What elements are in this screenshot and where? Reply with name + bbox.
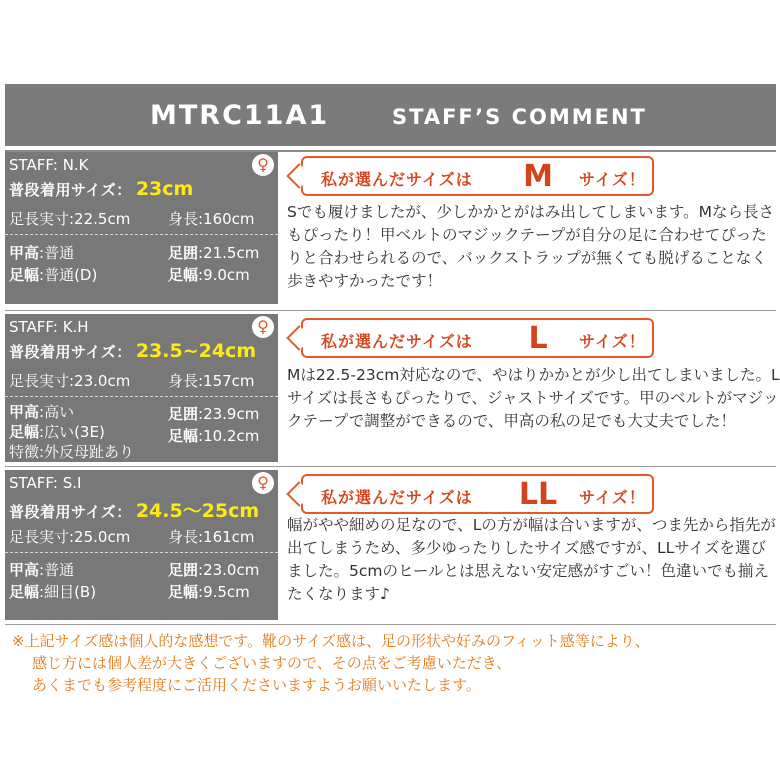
usual-size-label: 普段着用サイズ： — [9, 343, 132, 361]
staff-panel — [5, 152, 278, 304]
fwidth-key: 足幅 — [168, 427, 199, 445]
foot-girth — [168, 403, 259, 424]
fwidth-key: 足幅 — [168, 266, 199, 284]
usual-size-label: 普段着用サイズ： — [9, 503, 132, 521]
girth-key: 足囲 — [168, 561, 199, 579]
badge-suffix: サイズ！ — [579, 170, 646, 189]
staff-name: STAFF: K.H — [9, 318, 89, 336]
instep-value: :普通 — [39, 561, 75, 579]
foot-feature: 特徴:外反母趾あり — [9, 443, 135, 461]
staff-row-2 — [5, 314, 780, 464]
divider — [5, 624, 776, 625]
width-key: 足幅 — [9, 423, 40, 441]
speech-arrow — [286, 163, 311, 188]
chosen-size: LL — [518, 477, 558, 512]
chosen-size-badge — [301, 156, 654, 196]
girth-value: :23.9cm — [198, 405, 260, 423]
speech-arrow — [286, 325, 311, 350]
instep — [9, 242, 74, 263]
foot-width — [168, 264, 250, 285]
disclaimer-note — [12, 630, 776, 696]
fwidth-value: :9.5cm — [198, 583, 250, 601]
female-icon: ♀ — [252, 154, 274, 176]
note-line-1: ※上記サイズ感は個人的な感想です。靴のサイズ感は、足の形状や好みのフィット感等により、 — [12, 632, 650, 650]
instep-key: 甲高 — [9, 244, 40, 262]
usual-size — [9, 496, 259, 523]
foot-width — [168, 581, 250, 602]
staff-panel — [5, 314, 278, 462]
foot-width-grade — [9, 581, 96, 602]
staff-comment: Sでも履けましたが、少しかかとがはみ出してしまいます。Mなら長さもぴったり！甲ベルトのマジックテープが自分の足に合わせてぴったりと合わせられるので、バックストラップが無くても脱げることなく歩きやすかったです！ — [287, 203, 774, 290]
chosen-size-badge — [301, 474, 654, 514]
usual-size-value: 24.5～25cm — [135, 500, 260, 522]
staff-row-3 — [5, 470, 776, 622]
badge-prefix: 私が選んだサイズは — [321, 170, 473, 189]
female-icon: ♀ — [252, 472, 274, 494]
model-number: MTRC11A1 — [150, 100, 330, 131]
dashed-divider — [5, 396, 278, 397]
height: 身長:160cm — [168, 210, 255, 228]
dashed-divider — [5, 552, 278, 553]
foot-width-grade — [9, 421, 105, 442]
badge-suffix: サイズ！ — [579, 332, 646, 351]
chosen-size-badge — [301, 318, 654, 358]
usual-size-value: 23cm — [135, 178, 194, 200]
staff-comment: 幅がやや細めの足なので、Lの方が幅は合いますが、つま先から指先が出てしまうため、多少ゆったりしたサイズ感ですが、LLサイズを選びました。5cmのヒールとは思えない安定感がすごい！色違いでも揃えたくなります♪ — [287, 516, 776, 603]
fwidth-key: 足幅 — [168, 583, 199, 601]
female-icon: ♀ — [252, 316, 274, 338]
instep-key: 甲高 — [9, 561, 40, 579]
badge-suffix: サイズ！ — [579, 488, 646, 507]
foot-width-grade — [9, 264, 97, 285]
height: 身長:157cm — [168, 372, 255, 390]
usual-size-label: 普段着用サイズ： — [9, 181, 132, 199]
foot-length: 足長実寸:22.5cm — [9, 210, 131, 228]
width-value: :普通(D) — [39, 266, 98, 284]
foot-length: 足長実寸:23.0cm — [9, 372, 131, 390]
speech-arrow — [286, 481, 311, 506]
note-line-2: 感じ方には個人差が大きくございますので、その点をご考慮いただき、 — [32, 654, 512, 672]
badge-prefix: 私が選んだサイズは — [321, 488, 473, 507]
foot-girth — [168, 242, 259, 263]
usual-size — [9, 340, 256, 362]
usual-size-value: 23.5~24cm — [135, 340, 257, 362]
foot-girth — [168, 559, 259, 580]
badge-prefix: 私が選んだサイズは — [321, 332, 473, 351]
instep — [9, 559, 74, 580]
foot-length: 足長実寸:25.0cm — [9, 528, 131, 546]
girth-value: :23.0cm — [198, 561, 260, 579]
staff-name: STAFF: N.K — [9, 156, 89, 174]
header-title: STAFF’S COMMENT — [392, 105, 647, 129]
row-divider — [5, 466, 776, 467]
row-divider — [5, 310, 776, 311]
dashed-divider — [5, 234, 278, 235]
instep-value: :高い — [39, 403, 75, 421]
fwidth-value: :10.2cm — [198, 427, 260, 445]
instep-value: :普通 — [39, 244, 75, 262]
usual-size — [9, 178, 193, 200]
instep — [9, 401, 74, 422]
width-value: :広い(3E) — [39, 423, 105, 441]
staff-panel — [5, 470, 278, 620]
note-line-3: あくまでも参考程度にご活用くださいますようお願いいたします。 — [32, 676, 481, 694]
girth-key: 足囲 — [168, 405, 199, 423]
girth-key: 足囲 — [168, 244, 199, 262]
foot-width — [168, 425, 259, 446]
fwidth-value: :9.0cm — [198, 266, 250, 284]
width-key: 足幅 — [9, 266, 40, 284]
instep-key: 甲高 — [9, 403, 40, 421]
height: 身長:161cm — [168, 528, 255, 546]
staff-comment: Mは22.5-23cm対応なので、やはりかかとが少し出てしまいました。Lサイズは長さもぴったりで、ジャストサイズです。甲のベルトがマジックテープで調整ができるので、甲高の私の足でも大丈夫でした！ — [287, 366, 780, 430]
chosen-size: L — [528, 321, 548, 356]
girth-value: :21.5cm — [198, 244, 260, 262]
staff-name: STAFF: S.I — [9, 474, 82, 492]
width-key: 足幅 — [9, 583, 40, 601]
header-bar — [5, 84, 776, 146]
staff-row-1 — [5, 152, 776, 306]
chosen-size: M — [523, 159, 553, 194]
width-value: :細目(B) — [39, 583, 97, 601]
